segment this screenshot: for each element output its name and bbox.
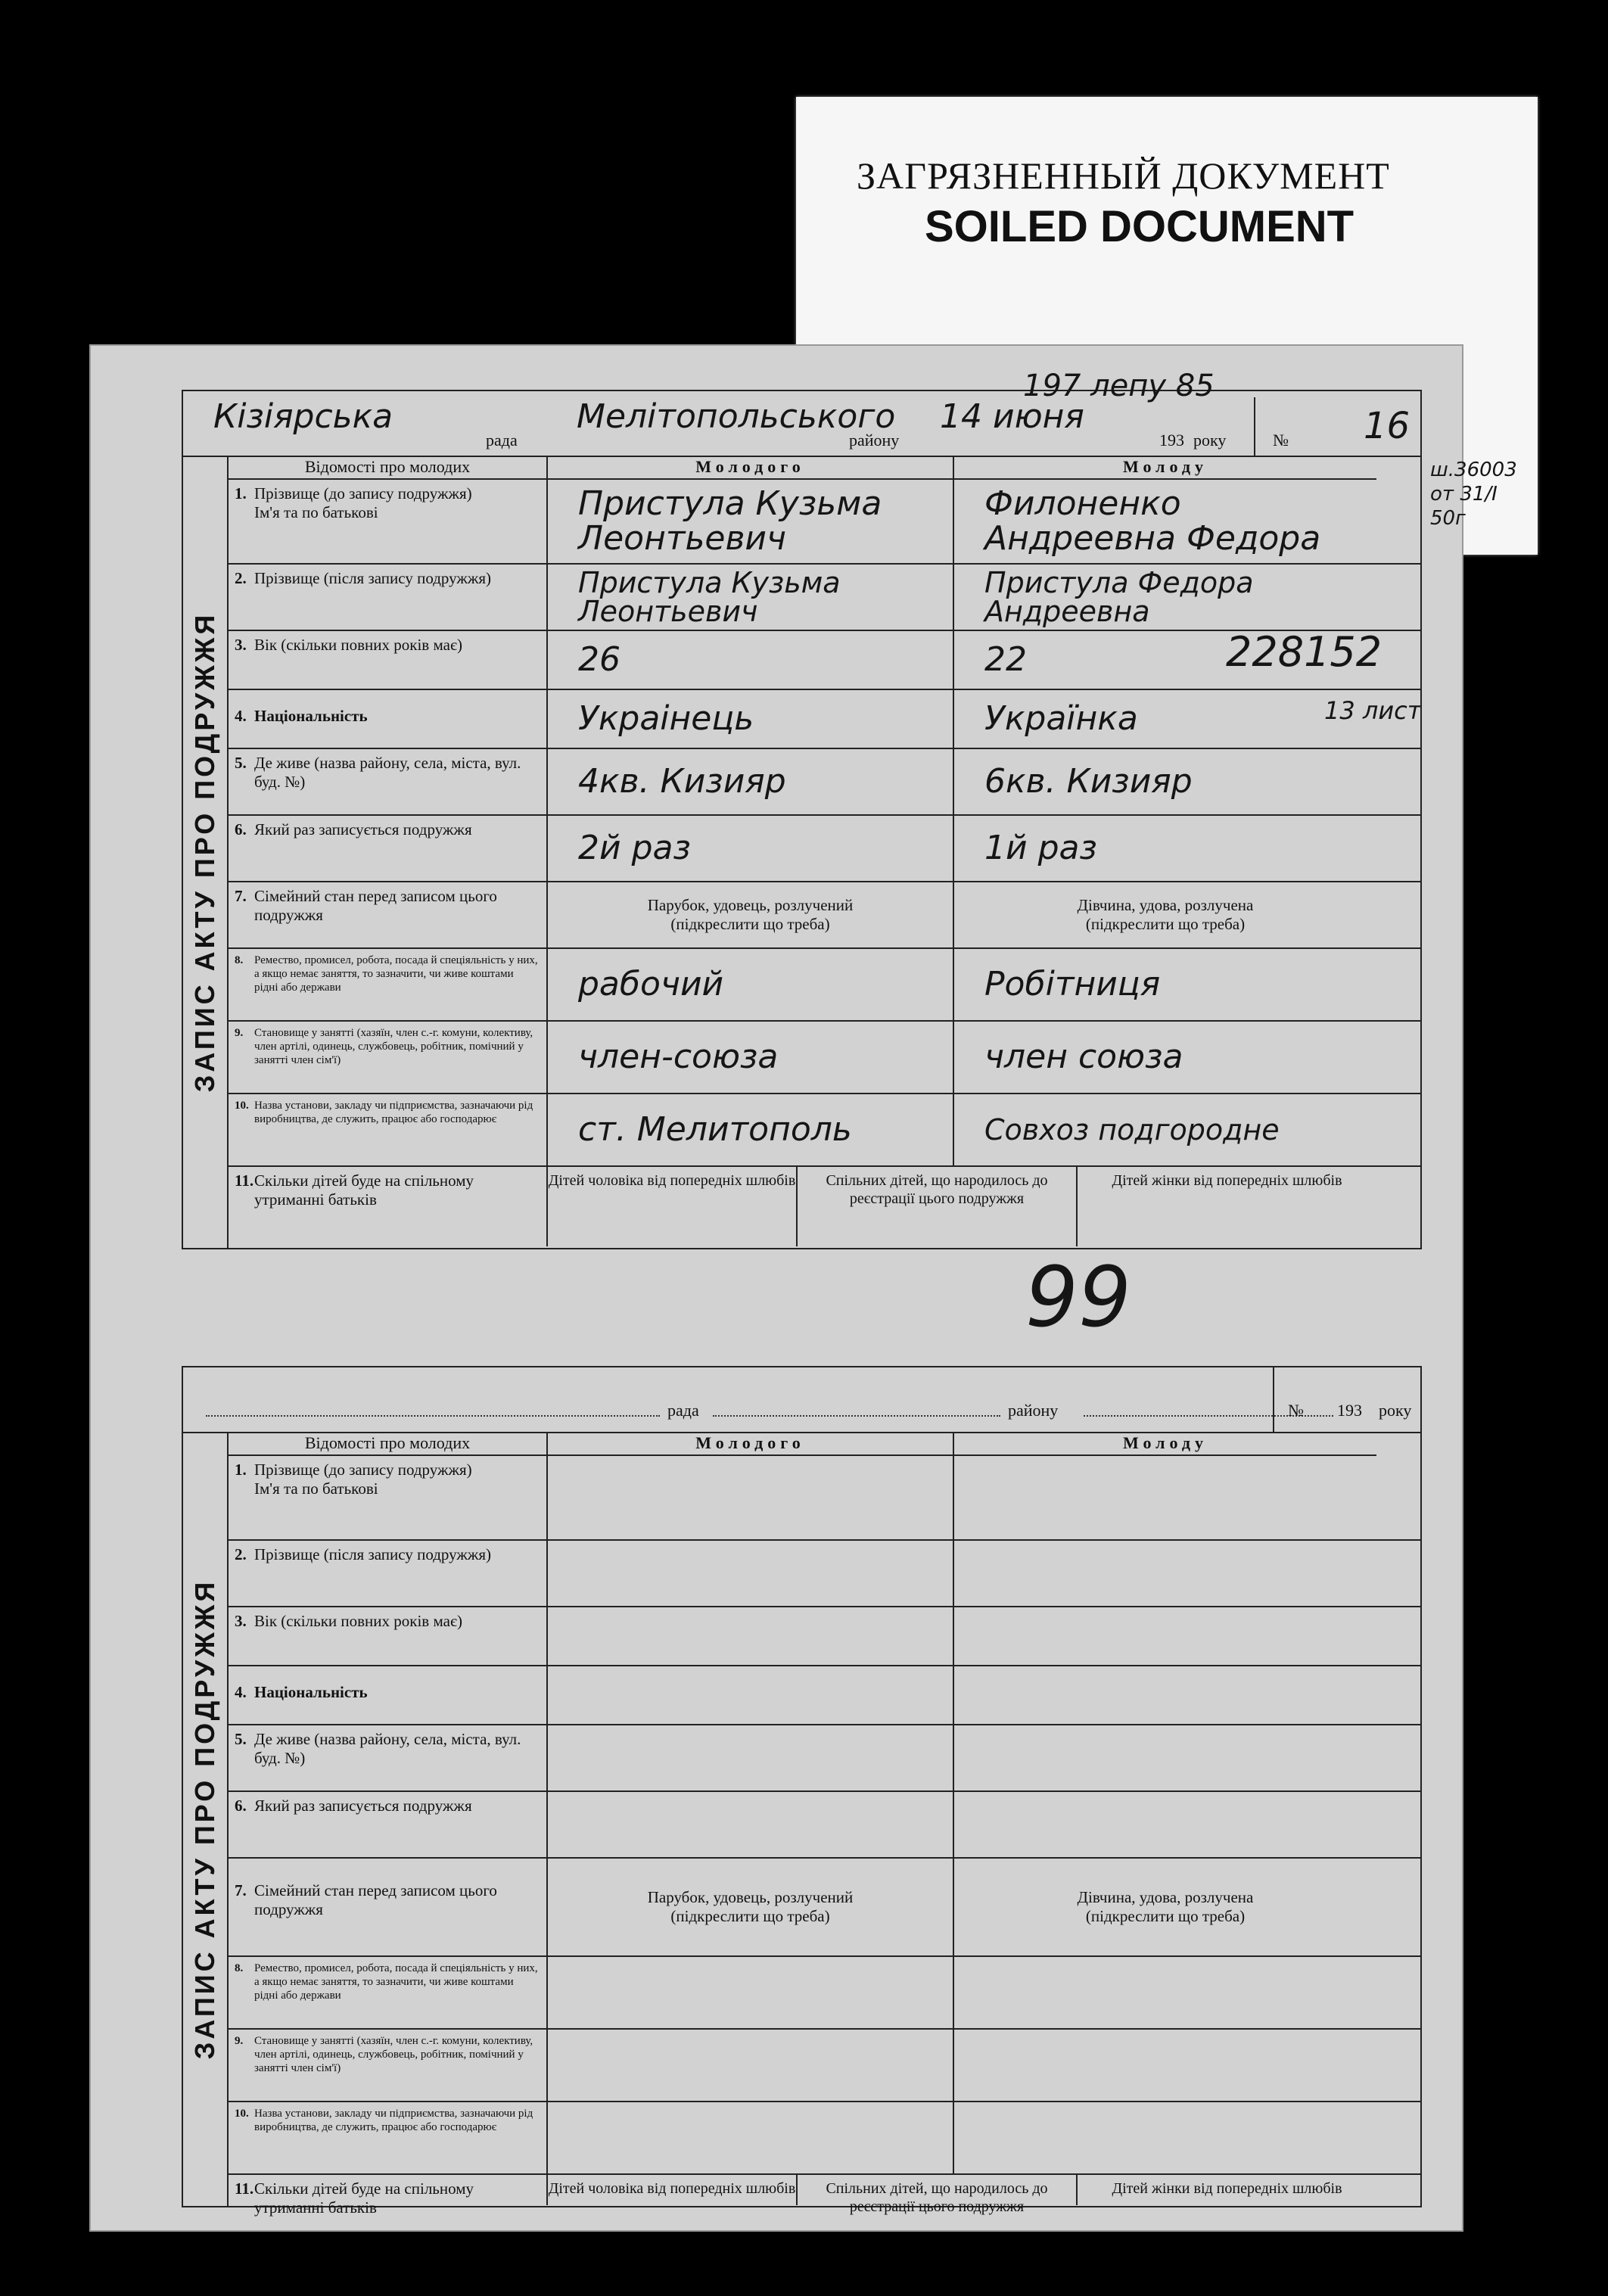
q7-bride-options: Дівчина, удова, розлучена (підкреслити що треба): [1077, 896, 1254, 933]
raion-label: району: [849, 431, 900, 450]
row-position-blank: 9. Становище у занятті (хазяїн, член с.-г. комуни, колективу, член артілі, одинець, службовець, робітник, помічний у занятті член сім'ї): [229, 2030, 1420, 2102]
q11-husband-children: Дітей чоловіка від попередніх шлюбів: [546, 1167, 796, 1246]
row-workplace: 10. Назва установи, закладу чи підприємства, зазначаючи рід виробництва, де служить, працює або господарює ст. Мелитополь Совхоз подгородне: [229, 1094, 1420, 1167]
groom-surname: Пристула Кузьма: [578, 484, 882, 523]
marriage-record-form-filled: [182, 369, 1422, 1249]
row-residence: 5. Де живе (назва району, села, міста, вул. буд. №) 4кв. Кизияр 6кв. Кизияр: [229, 749, 1420, 816]
bride-surname: Филоненко: [984, 484, 1181, 523]
q4-label-blank: Національність: [254, 1683, 368, 1701]
q11-label-blank: Скільки дітей буде на спільному утриманні батьків: [254, 2179, 474, 2217]
q1b-label-blank: Ім'я та по батькові: [254, 1479, 378, 1498]
rada-label: рада: [486, 431, 518, 450]
raion-label-blank: району: [1008, 1401, 1059, 1420]
q6-label: Який раз записується подружжя: [254, 820, 472, 838]
page-number: 99: [1025, 1249, 1131, 1346]
row-surname: 1. Прізвище (до запису подружжя) Ім'я та по батькові Пристула Кузьма Леонтьевич Филоненко Андреевна Федора: [229, 480, 1420, 565]
col-groom-header: Молодого: [546, 456, 953, 480]
bride-residence: 6кв. Кизияр: [984, 762, 1193, 801]
bride-nationality: Українка: [984, 699, 1138, 738]
margin-numbers: 228152: [1226, 628, 1383, 676]
marriage-record-form-blank: [182, 1366, 1422, 2217]
q1b-label: Ім'я та по батькові: [254, 503, 378, 521]
q5-label-blank: Де живе (назва району, села, міста, вул. буд. №): [254, 1730, 521, 1767]
side-title-blank: ЗАПИС АКТУ ПРО ПОДРУЖЖЯ: [189, 1579, 220, 2059]
bride-age: 22: [984, 640, 1027, 679]
label-english: SOILED DOCUMENT: [925, 202, 1355, 251]
groom-occupation: рабочий: [578, 965, 724, 1003]
groom-workplace: ст. Мелитополь: [578, 1110, 852, 1149]
q7-label-blank: Сімейний стан перед записом цього подружжя: [254, 1881, 497, 1918]
groom-residence: 4кв. Кизияр: [578, 762, 786, 801]
q11-husband-children-blank: Дітей чоловіка від попередніх шлюбів: [546, 2175, 796, 2205]
row-marital-status: 7. Сімейний стан перед записом цього подружжя Парубок, удовець, розлучений (підкреслити що треба) Дівчина, удова, розлучена (підкреслити що треба): [229, 882, 1420, 949]
q11-wife-children: Дітей жінки від попередніх шлюбів: [1076, 1167, 1376, 1246]
q8-label: Ремество, промисел, робота, посада й спеціяльність у них, а якщо немає заняття, то зазначити, чи живе коштами рідні або держави: [254, 954, 538, 994]
col-info-header: Відомості про молодих: [229, 456, 546, 480]
q9-label-blank: Становище у занятті (хазяїн, член с.-г. комуни, колективу, член артілі, одинець, службовець, робітник, помічний у занятті член сім'ї): [254, 2035, 533, 2074]
q2-label: Прізвище (після запису подружжя): [254, 569, 492, 587]
form-header-blank: [183, 1367, 1420, 1433]
groom-position: член-союза: [578, 1038, 779, 1076]
q3-label: Вік (скільки повних років має): [254, 636, 462, 654]
margin-note: 13 лист: [1324, 696, 1422, 725]
bride-times: 1й раз: [984, 829, 1097, 867]
q7-groom-options: Парубок, удовець, розлучений (підкреслити що треба): [647, 896, 854, 933]
row-marital-status-blank: 7. Сімейний стан перед записом цього подружжя Парубок, удовець, розлучений (підкреслити що треба) Дівчина, удова, розлучена (підкреслити що треба): [229, 1859, 1420, 1957]
side-title-column: [183, 456, 229, 1248]
row-occupation: 8. Ремество, промисел, робота, посада й спеціяльність у них, а якщо немає заняття, то зазначити, чи живе коштами рідні або держави рабочий Робітниця: [229, 949, 1420, 1022]
year-prefix: 193: [1159, 431, 1184, 450]
side-title-column-blank: [183, 1432, 229, 2206]
row-surname-after: 2. Прізвище (після запису подружжя) Пристула Кузьма Леонтьевич Пристула Федора Андреевна: [229, 565, 1420, 631]
col-bride-header-blank: Молоду: [953, 1432, 1376, 1456]
groom-age: 26: [578, 640, 620, 679]
raion-value: Мелітопольського: [577, 397, 896, 436]
year-label-blank: року: [1379, 1401, 1412, 1420]
rada-value: Кізіярська: [213, 397, 393, 436]
q2-label-blank: Прізвище (після запису подружжя): [254, 1545, 492, 1563]
year-prefix-blank: 193: [1337, 1401, 1362, 1420]
col-info-header-blank: Відомості про молодих: [229, 1432, 546, 1456]
form-table-blank: [229, 1432, 1420, 2217]
rada-label-blank: рада: [667, 1401, 699, 1420]
q9-label: Становище у занятті (хазяїн, член с.-г. комуни, колективу, член артілі, одинець, службовець, робітник, помічний у занятті член сім'ї): [254, 1027, 533, 1066]
row-children-blank: 11. Скільки дітей буде на спільному утриманні батьків Дітей чоловіка від попередніх шлюбів Спільних дітей, що народилось до реєстрації цього подружжя Дітей жінки від попередніх шлюбів: [229, 2175, 1420, 2205]
q1-label-blank: Прізвище (до запису подружжя): [254, 1461, 472, 1479]
label-russian: ЗАГРЯЗНЕННЫЙ ДОКУМЕНТ: [857, 154, 1390, 197]
row-surname-blank: 1. Прізвище (до запису подружжя) Ім'я та по батькові: [229, 1456, 1420, 1541]
row-position: 9. Становище у занятті (хазяїн, член с.-г. комуни, колективу, член артілі, одинець, службовець, робітник, помічний у занятті член сім'ї) член-союза член союза: [229, 1022, 1420, 1094]
row-workplace-blank: 10. Назва установи, закладу чи підприємства, зазначаючи рід виробництва, де служить, працює або господарює: [229, 2102, 1420, 2175]
q7-bride-options-blank: Дівчина, удова, розлучена (підкреслити що треба): [1077, 1888, 1254, 1925]
q7-label: Сімейний стан перед записом цього подружжя: [254, 887, 497, 924]
col-groom-header-blank: Молодого: [546, 1432, 953, 1456]
bride-patronymic-after: Андреевна: [984, 595, 1150, 628]
q4-label: Національність: [254, 707, 368, 725]
date-value: 14 июня: [940, 397, 1084, 436]
row-age: 3. Вік (скільки повних років має) 26 22: [229, 631, 1420, 690]
q10-label: Назва установи, закладу чи підприємства, зазначаючи рід виробництва, де служить, працює або господарює: [254, 1100, 533, 1125]
q7-groom-options-blank: Парубок, удовець, розлучений (підкреслити що треба): [647, 1888, 854, 1925]
number-sign: №: [1273, 431, 1289, 450]
q10-label-blank: Назва установи, закладу чи підприємства, зазначаючи рід виробництва, де служить, працює або господарює: [254, 2108, 533, 2133]
q6-label-blank: Який раз записується подружжя: [254, 1797, 472, 1815]
record-number: 16: [1364, 405, 1410, 447]
bride-position: член союза: [984, 1038, 1183, 1076]
top-note: 197 лепу 85: [1023, 369, 1215, 403]
q11-joint-children-blank: Спільних дітей, що народилось до реєстрації цього подружжя: [796, 2175, 1076, 2205]
col-bride-header: Молоду: [953, 456, 1376, 480]
row-nationality-blank: 4. Національність: [229, 1666, 1420, 1725]
row-children: 11. Скільки дітей буде на спільному утриманні батьків Дітей чоловіка від попередніх шлюбів Спільних дітей, що народилось до реєстрації цього подружжя Дітей жінки від попередніх шлюбів: [229, 1167, 1420, 1246]
q11-joint-children: Спільних дітей, що народилось до реєстрації цього подружжя: [796, 1167, 1076, 1246]
groom-patronymic-after: Леонтьевич: [578, 595, 758, 628]
row-surname-after-blank: 2. Прізвище (після запису подружжя): [229, 1541, 1420, 1607]
side-title: ЗАПИС АКТУ ПРО ПОДРУЖЖЯ: [189, 611, 220, 1092]
form-table: [229, 456, 1420, 1248]
groom-times: 2й раз: [578, 829, 691, 867]
q8-label-blank: Ремество, промисел, робота, посада й спеціяльність у них, а якщо немає заняття, то зазначити, чи живе коштами рідні або держави: [254, 1962, 538, 2002]
corner-note: ш.36003 от 31/I 50г: [1430, 459, 1517, 530]
q1-label: Прізвище (до запису подружжя): [254, 484, 472, 502]
row-times: 6. Який раз записується подружжя 2й раз 1й раз: [229, 816, 1420, 882]
row-residence-blank: 5. Де живе (назва району, села, міста, вул. буд. №): [229, 1725, 1420, 1792]
bride-workplace: Совхоз подгородне: [984, 1113, 1280, 1146]
row-times-blank: 6. Який раз записується подружжя: [229, 1792, 1420, 1859]
q5-label: Де живе (назва району, села, міста, вул. буд. №): [254, 754, 521, 791]
bride-occupation: Робітниця: [984, 965, 1161, 1003]
q11-label: Скільки дітей буде на спільному утриманні батьків: [254, 1171, 474, 1209]
row-occupation-blank: 8. Ремество, промисел, робота, посада й спеціяльність у них, а якщо немає заняття, то зазначити, чи живе коштами рідні або держави: [229, 1957, 1420, 2030]
year-label: року: [1193, 431, 1227, 450]
form-header: [183, 369, 1420, 457]
bride-surname-after: Пристула Федора: [984, 566, 1254, 599]
bride-patronymic: Андреевна Федора: [984, 519, 1321, 558]
number-sign-blank: №: [1288, 1401, 1304, 1420]
row-age-blank: 3. Вік (скільки повних років має): [229, 1607, 1420, 1666]
groom-nationality: Украінець: [578, 699, 754, 738]
row-nationality: 4. Національність Украінець Українка: [229, 690, 1420, 749]
q11-wife-children-blank: Дітей жінки від попередніх шлюбів: [1076, 2175, 1376, 2205]
groom-surname-after: Пристула Кузьма: [578, 566, 841, 599]
groom-patronymic: Леонтьевич: [578, 519, 786, 558]
q3-label-blank: Вік (скільки повних років має): [254, 1612, 462, 1630]
